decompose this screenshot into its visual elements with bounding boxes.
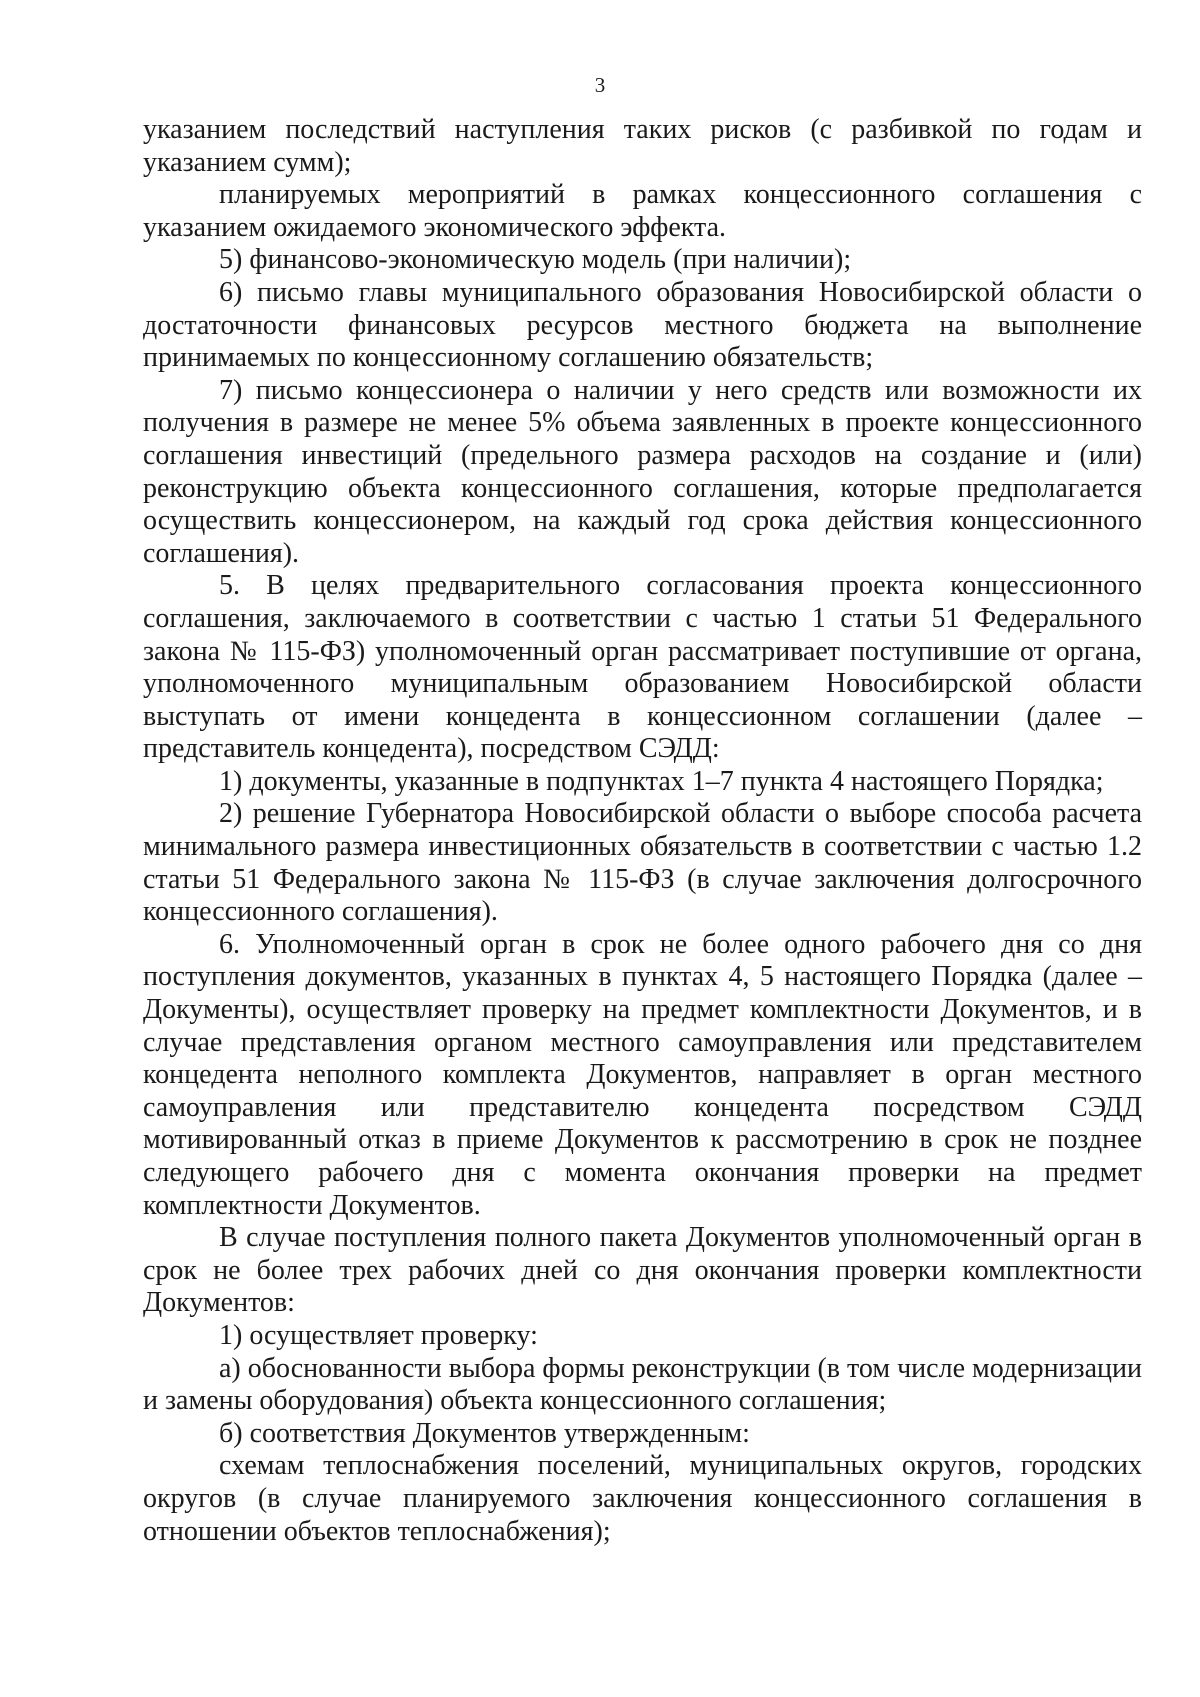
paragraph: указанием последствий наступления таких рисков (с разбивкой по годам и указанием сумм); xyxy=(143,114,1142,178)
page-number: 3 xyxy=(594,73,606,97)
paragraph: 7) письмо концессионера о наличии у него средств или возможности их получения в размере не менее 5% объема заявленных в проекте концессионного соглашения инвестиций (предельного размера расходов на создание и (или) реконструкцию объекта концессионного соглашения, которые предполагается осуществить концессионером, на каждый год срока действия концессионного соглашения). xyxy=(143,374,1142,569)
paragraph: 6. Уполномоченный орган в срок не более одного рабочего дня со дня поступления документов, указанных в пунктах 4, 5 настоящего Порядка (далее – Документы), осуществляет проверку на предмет комплектности Документов, и в случае представления органом местного самоуправления или представителем концедента неполного комплекта Документов, направляет в орган местного самоуправления или представителю концедента посредством СЭДД мотивированный отказ в приеме Документов к рассмотрению в срок не позднее следующего рабочего дня с момента окончания проверки на предмет комплектности Документов. xyxy=(143,928,1142,1221)
paragraph: 5. В целях предварительного согласования проекта концессионного соглашения, заключаемого в соответствии с частью 1 статьи 51 Федерального закона № 115-ФЗ) уполномоченный орган рассматривает поступившие от органа, уполномоченного муниципальным образованием Новосибирской области выступать от имени концедента в концессионном соглашении (далее – представитель концедента), посредством СЭДД: xyxy=(143,570,1142,765)
paragraph: 6) письмо главы муниципального образования Новосибирской области о достаточности финансовых ресурсов местного бюджета на выполнение принимаемых по концессионному соглашению обязательств; xyxy=(143,276,1142,374)
paragraph: планируемых мероприятий в рамках концессионного соглашения с указанием ожидаемого экономического эффекта. xyxy=(143,179,1142,243)
paragraph: 1) осуществляет проверку: xyxy=(219,1319,538,1351)
paragraph: а) обоснованности выбора формы реконструкции (в том числе модернизации и замены оборудования) объекта концессионного соглашения; xyxy=(143,1352,1142,1417)
paragraph: 1) документы, указанные в подпунктах 1–7 пункта 4 настоящего Порядка; xyxy=(219,765,1104,797)
paragraph: схемам теплоснабжения поселений, муниципальных округов, городских округов (в случае планируемого заключения концессионного соглашения в отношении объектов теплоснабжения); xyxy=(143,1450,1142,1547)
paragraph: В случае поступления полного пакета Документов уполномоченный орган в срок не более трех рабочих дней со дня окончания проверки комплектности Документов: xyxy=(143,1222,1142,1319)
paragraph: б) соответствия Документов утвержденным: xyxy=(219,1417,750,1449)
paragraph: 5) финансово-экономическую модель (при наличии); xyxy=(219,244,852,276)
document-body xyxy=(143,114,1142,1548)
paragraph: 2) решение Губернатора Новосибирской области о выборе способа расчета минимального размера инвестиционных обязательств в соответствии с частью 1.2 статьи 51 Федерального закона № 115-ФЗ (в случае заключения долгосрочного концессионного соглашения). xyxy=(143,798,1142,928)
